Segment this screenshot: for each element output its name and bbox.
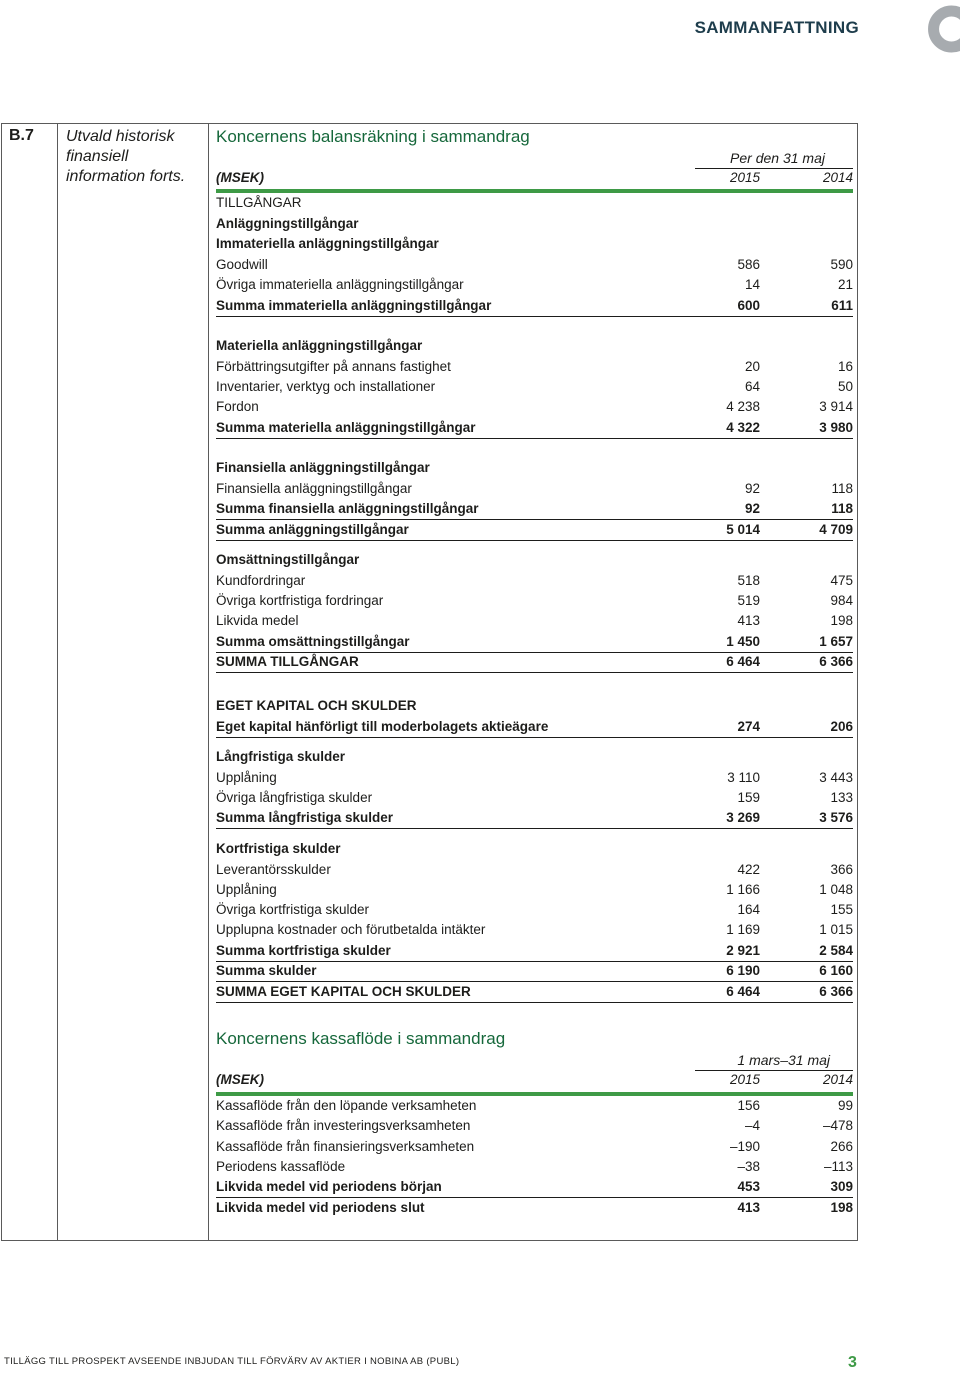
value-2014: 3 443	[819, 770, 853, 785]
value-2014: 198	[830, 1200, 853, 1215]
value-2015: 64	[744, 379, 760, 394]
value-2014: 3 980	[819, 420, 853, 435]
row-label: Omsättningstillgångar	[216, 552, 360, 567]
value-2014: 611	[831, 298, 853, 313]
section-title: Utvald historisk finansiell information forts.	[66, 128, 186, 185]
row-label: Långfristiga skulder	[216, 749, 346, 764]
row-label: Upplåning	[216, 882, 277, 897]
table-row	[216, 1116, 853, 1136]
table-row	[216, 1177, 853, 1198]
row-label: Summa immateriella anläggningstillgångar	[216, 298, 492, 313]
value-2014: 6 160	[819, 963, 853, 978]
value-2015: –190	[729, 1139, 760, 1154]
value-2014: 366	[830, 862, 853, 877]
value-2015: 92	[744, 481, 760, 496]
table-row	[216, 418, 853, 439]
page-header-title: SAMMANFATTNING	[694, 18, 859, 37]
table-row	[216, 377, 853, 397]
value-2014: 133	[830, 790, 853, 805]
row-label: Summa kortfristiga skulder	[216, 943, 391, 958]
table-row	[216, 479, 853, 499]
value-2015: 6 464	[726, 654, 760, 669]
value-2015: 3 110	[727, 770, 760, 785]
value-2015: 519	[737, 593, 760, 608]
table-row	[216, 591, 853, 611]
table-row	[216, 255, 853, 275]
table-row	[216, 982, 853, 1003]
value-2015: 1 450	[726, 634, 760, 649]
table-row	[216, 611, 853, 631]
value-2014: 1 015	[819, 922, 853, 937]
table-row	[216, 1198, 853, 1218]
row-label: Summa finansiella anläggningstillgångar	[216, 501, 479, 516]
row-label: Förbättringsutgifter på annans fastighet	[216, 359, 451, 374]
value-2015: –4	[744, 1118, 760, 1133]
row-label: Leverantörsskulder	[216, 862, 331, 877]
year-2014-label: 2014	[822, 1072, 853, 1087]
table-row	[216, 920, 853, 940]
row-label: Anläggningstillgångar	[216, 216, 359, 231]
balance-sheet-title: Koncernens balansräkning i sammandrag	[216, 127, 530, 146]
balance-column-header	[216, 168, 853, 188]
row-label: Periodens kassaflöde	[216, 1159, 346, 1174]
value-2014: 118	[831, 501, 853, 516]
table-row	[216, 520, 853, 541]
value-2014: 6 366	[819, 984, 853, 999]
value-2014: 1 048	[819, 882, 853, 897]
value-2014: 2 584	[819, 943, 853, 958]
row-label: Finansiella anläggningstillgångar	[216, 460, 430, 475]
table-row	[216, 808, 853, 829]
row-label: Fordon	[216, 399, 259, 414]
table-row	[216, 880, 853, 900]
value-2015: 422	[737, 862, 760, 877]
row-label: Summa skulder	[216, 963, 317, 978]
table-row	[216, 717, 853, 738]
brand-c-mark-icon	[926, 4, 960, 54]
unit-label: (MSEK)	[216, 1072, 264, 1087]
table-row	[216, 768, 853, 788]
value-2015: 600	[737, 298, 760, 313]
value-2015: 586	[737, 257, 760, 272]
table-row	[216, 941, 853, 962]
row-label: Finansiella anläggningstillgångar	[216, 481, 412, 496]
row-label: Kortfristiga skulder	[216, 841, 341, 856]
footer-text: TILLÄGG TILL PROSPEKT AVSEENDE INBJUDAN TILL FÖRVÄRV AV AKTIER I NOBINA AB (PUBL)	[4, 1356, 460, 1367]
row-label: SUMMA EGET KAPITAL OCH SKULDER	[216, 984, 471, 999]
row-label: Summa omsättningstillgångar	[216, 634, 410, 649]
row-label: EGET KAPITAL OCH SKULDER	[216, 698, 417, 713]
row-label: Likvida medel	[216, 613, 299, 628]
value-2015: 20	[744, 359, 760, 374]
balance-period-label: Per den 31 maj	[730, 150, 825, 166]
row-label: Övriga immateriella anläggningstillgångar	[216, 277, 464, 292]
table-row	[216, 214, 853, 234]
table-row	[216, 961, 853, 982]
value-2014: 206	[830, 719, 853, 734]
value-2015: 5 014	[726, 522, 760, 537]
value-2015: 4 322	[726, 420, 760, 435]
table-row	[216, 900, 853, 920]
row-label: Materiella anläggningstillgångar	[216, 338, 423, 353]
table-row	[216, 1157, 853, 1177]
value-2015: 413	[737, 613, 760, 628]
row-label: Upplupna kostnader och förutbetalda intäkter	[216, 922, 486, 937]
value-2014: 155	[830, 902, 853, 917]
value-2014: 99	[837, 1098, 853, 1113]
row-label: Kundfordringar	[216, 573, 306, 588]
row-label: Likvida medel vid periodens början	[216, 1179, 442, 1194]
value-2015: 518	[737, 573, 760, 588]
value-2014: 50	[837, 379, 853, 394]
row-label: Kassaflöde från investeringsverksamheten	[216, 1118, 471, 1133]
column-divider	[57, 123, 58, 1241]
table-row	[216, 458, 853, 478]
row-label: Övriga långfristiga skulder	[216, 790, 373, 805]
value-2014: 118	[831, 481, 853, 496]
value-2015: 274	[737, 719, 760, 734]
cashflow-title: Koncernens kassaflöde i sammandrag	[216, 1029, 506, 1048]
value-2015: –38	[737, 1159, 760, 1174]
row-label: Kassaflöde från finansieringsverksamheten	[216, 1139, 475, 1154]
row-label: Inventarier, verktyg och installationer	[216, 379, 436, 394]
value-2015: 92	[744, 501, 760, 516]
value-2014: 6 366	[819, 654, 853, 669]
table-row	[216, 1137, 853, 1157]
row-label: Övriga kortfristiga fordringar	[216, 593, 384, 608]
row-label: TILLGÅNGAR	[216, 195, 302, 210]
row-label: Likvida medel vid periodens slut	[216, 1200, 425, 1215]
value-2015: 159	[737, 790, 760, 805]
table-row	[216, 696, 853, 716]
value-2014: 984	[830, 593, 853, 608]
table-row	[216, 747, 853, 767]
value-2014: 21	[837, 277, 853, 292]
table-row	[216, 499, 853, 520]
value-2015: 14	[744, 277, 760, 292]
value-2015: 164	[737, 902, 760, 917]
row-label: Upplåning	[216, 770, 277, 785]
row-label: SUMMA TILLGÅNGAR	[216, 654, 359, 669]
cashflow-period-label: 1 mars–31 maj	[737, 1052, 830, 1068]
table-row	[216, 550, 853, 570]
value-2015: 156	[737, 1098, 760, 1113]
value-2014: 1 657	[819, 634, 853, 649]
value-2015: 1 166	[726, 882, 760, 897]
section-id: B.7	[9, 127, 34, 144]
table-row	[216, 296, 853, 317]
table-row	[216, 860, 853, 880]
year-2015-label: 2015	[729, 1072, 760, 1087]
year-2015-label: 2015	[729, 170, 760, 185]
table-row	[216, 193, 853, 213]
value-2015: 3 269	[726, 810, 760, 825]
value-2014: 198	[830, 613, 853, 628]
table-row	[216, 788, 853, 808]
table-row	[216, 571, 853, 591]
value-2015: 2 921	[726, 943, 760, 958]
value-2015: 1 169	[726, 922, 760, 937]
year-2014-label: 2014	[822, 170, 853, 185]
value-2014: 4 709	[819, 522, 853, 537]
value-2014: 309	[830, 1179, 853, 1194]
unit-label: (MSEK)	[216, 170, 264, 185]
table-row	[216, 275, 853, 295]
value-2014: 590	[830, 257, 853, 272]
value-2015: 453	[737, 1179, 760, 1194]
column-divider	[208, 123, 209, 1241]
value-2014: 3 576	[819, 810, 853, 825]
table-row	[216, 234, 853, 254]
table-row	[216, 839, 853, 859]
table-row	[216, 632, 853, 653]
value-2014: 3 914	[819, 399, 853, 414]
table-row	[216, 1096, 853, 1116]
table-row	[216, 397, 853, 417]
row-label: Övriga kortfristiga skulder	[216, 902, 370, 917]
row-label: Immateriella anläggningstillgångar	[216, 236, 439, 251]
value-2014: –113	[823, 1159, 853, 1174]
row-label: Summa materiella anläggningstillgångar	[216, 420, 476, 435]
value-2015: 4 238	[726, 399, 760, 414]
value-2015: 6 190	[726, 963, 760, 978]
cashflow-column-header	[216, 1070, 853, 1090]
value-2014: 16	[837, 359, 853, 374]
value-2014: –478	[822, 1118, 853, 1133]
value-2015: 413	[737, 1200, 760, 1215]
row-label: Summa långfristiga skulder	[216, 810, 394, 825]
value-2014: 266	[830, 1139, 853, 1154]
table-row	[216, 652, 853, 673]
row-label: Summa anläggningstillgångar	[216, 522, 409, 537]
row-label: Kassaflöde från den löpande verksamheten	[216, 1098, 477, 1113]
table-row	[216, 357, 853, 377]
value-2014: 475	[830, 573, 853, 588]
table-row	[216, 336, 853, 356]
page-number: 3	[848, 1354, 857, 1371]
value-2015: 6 464	[726, 984, 760, 999]
row-label: Goodwill	[216, 257, 268, 272]
row-label: Eget kapital hänförligt till moderbolagets aktieägare	[216, 719, 549, 734]
